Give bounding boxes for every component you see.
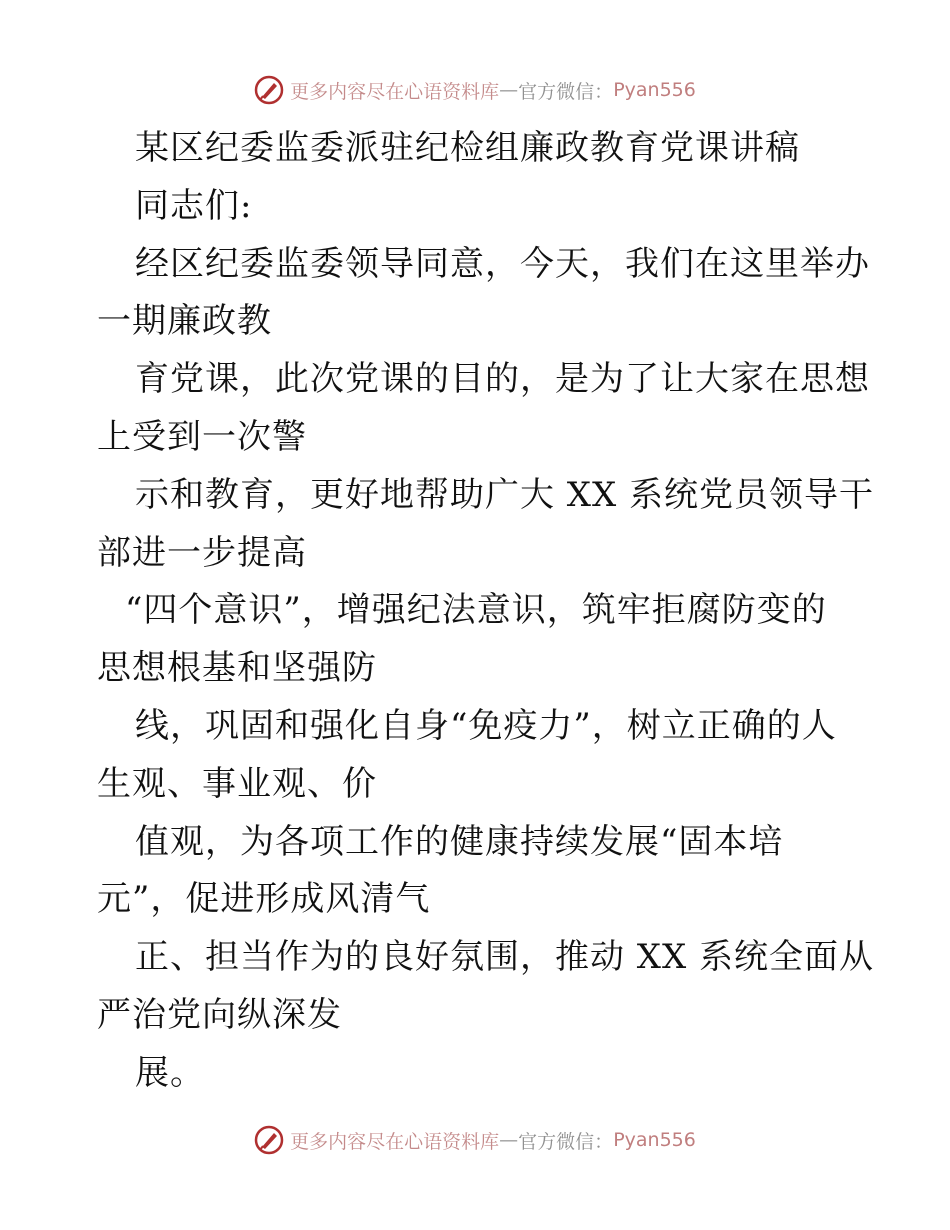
paragraph-line: 生观、事业观、价 (97, 763, 377, 804)
salutation: 同志们: (135, 185, 253, 226)
watermark-dash: — (499, 79, 519, 101)
paragraph-line: 思想根基和坚强防 (97, 648, 377, 689)
paragraph-line: 严治党向纵深发 (97, 994, 342, 1035)
quill-pen-logo-icon (254, 1125, 284, 1155)
footer-watermark (0, 1120, 950, 1160)
paragraph-line: 元”，促进形成风清气 (97, 879, 431, 920)
paragraph-line: 部进一步提高 (97, 532, 307, 573)
watermark-wechat-id: Pyan556 (613, 79, 696, 101)
document-body (97, 120, 875, 1103)
paragraph-line: 线，巩固和强化自身“免疫力”，树立正确的人 (135, 705, 837, 746)
paragraph-line: 展。 (135, 1052, 205, 1093)
paragraph-line: 正、担当作为的良好氛围，推动 XX 系统全面从 (135, 937, 875, 978)
watermark-wechat-label: 官方微信： (518, 80, 614, 103)
paragraph-line: 经区纪委监委领导同意，今天，我们在这里举办 (135, 243, 870, 284)
paragraph-line: 示和教育，更好地帮助广大 XX 系统党员领导干 (135, 474, 875, 515)
paragraph-line: 值观，为各项工作的健康持续发展“固本培 (135, 821, 784, 862)
header-watermark (0, 70, 950, 110)
document-title: 某区纪委监委派驻纪检组廉政教育党课讲稿 (135, 128, 800, 168)
watermark-site-text: 更多内容尽在心语资料库 (290, 80, 500, 103)
watermark-wechat-id: Pyan556 (613, 1129, 696, 1151)
watermark-wechat-label: 官方微信： (518, 1130, 614, 1153)
paragraph-line: 一期廉政教 (97, 301, 272, 342)
quill-pen-logo-icon (254, 75, 284, 105)
paragraph-line: “四个意识”，增强纪法意识，筑牢拒腐防变的 (125, 590, 827, 631)
watermark-dash: — (499, 1129, 519, 1151)
paragraph-line: 上受到一次警 (97, 416, 307, 457)
watermark-site-text: 更多内容尽在心语资料库 (290, 1130, 500, 1153)
paragraph-line: 育党课，此次党课的目的，是为了让大家在思想 (135, 359, 870, 400)
